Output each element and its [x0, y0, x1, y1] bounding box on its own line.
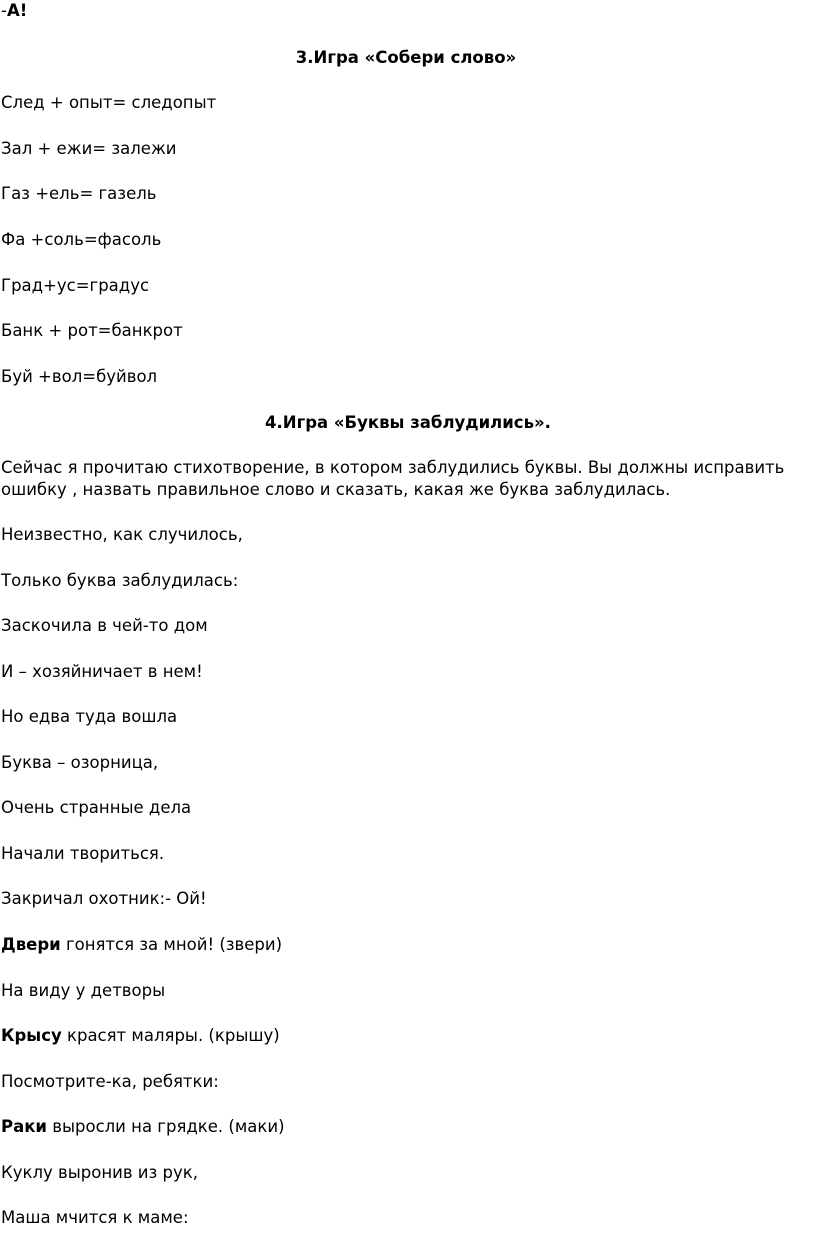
poem-line: Начали твориться. [1, 844, 165, 863]
intro-line-1: Сейчас я прочитаю стихотворение, в котором заблудились буквы. Вы должны исправить [1, 458, 785, 477]
poem-line-krysu [1, 1025, 280, 1047]
poem-line: Посмотрите-ка, ребятки: [1, 1072, 219, 1091]
poem-line: Буква – озорница, [1, 753, 159, 772]
poem-line-rest: выросли на грядке. (маки) [47, 1117, 285, 1136]
intro-line-2: ошибку , назвать правильное слово и сказать, какая же буква заблудилась. [1, 480, 671, 499]
poem-line: Маша мчится к маме: [1, 1208, 189, 1227]
top-fragment [1, 0, 27, 22]
section4-intro [1, 457, 816, 501]
poem-line: Заскочила в чей-то дом [1, 616, 208, 635]
poem-line: На виду у детворы [1, 981, 166, 1000]
poem-line-dveri [1, 934, 282, 956]
poem-line: Но едва туда вошла [1, 707, 178, 726]
misplaced-word: Двери [1, 935, 61, 954]
poem-line-raki [1, 1116, 285, 1138]
misplaced-word: Раки [1, 1117, 47, 1136]
word-line: Фа +соль=фасоль [1, 230, 162, 249]
top-fragment-dash: - [1, 1, 7, 20]
poem-line-rest: красят маляры. (крышу) [61, 1026, 280, 1045]
poem-line: И – хозяйничает в нем! [1, 662, 203, 681]
poem-line: Куклу выронив из рук, [1, 1163, 198, 1182]
word-line: След + опыт= следопыт [1, 93, 217, 112]
word-line: Град+ус=градус [1, 276, 150, 295]
word-line: Газ +ель= газель [1, 184, 157, 203]
section3-heading: 3.Игра «Собери слово» [295, 48, 517, 67]
poem-line: Неизвестно, как случилось, [1, 525, 243, 544]
poem-line: Закричал охотник:- Ой! [1, 889, 207, 908]
poem-line-rest: гонятся за мной! (звери) [60, 935, 283, 954]
poem-line: Только буква заблудилась: [1, 571, 239, 590]
top-fragment-text: А! [6, 1, 28, 20]
poem-line: Очень странные дела [1, 798, 192, 817]
section4-heading: 4.Игра «Буквы заблудились». [265, 413, 551, 432]
word-line: Банк + рот=банкрот [1, 321, 183, 340]
misplaced-word: Крысу [1, 1026, 62, 1045]
word-line: Буй +вол=буйвол [1, 367, 158, 386]
word-line: Зал + ежи= залежи [1, 139, 177, 158]
